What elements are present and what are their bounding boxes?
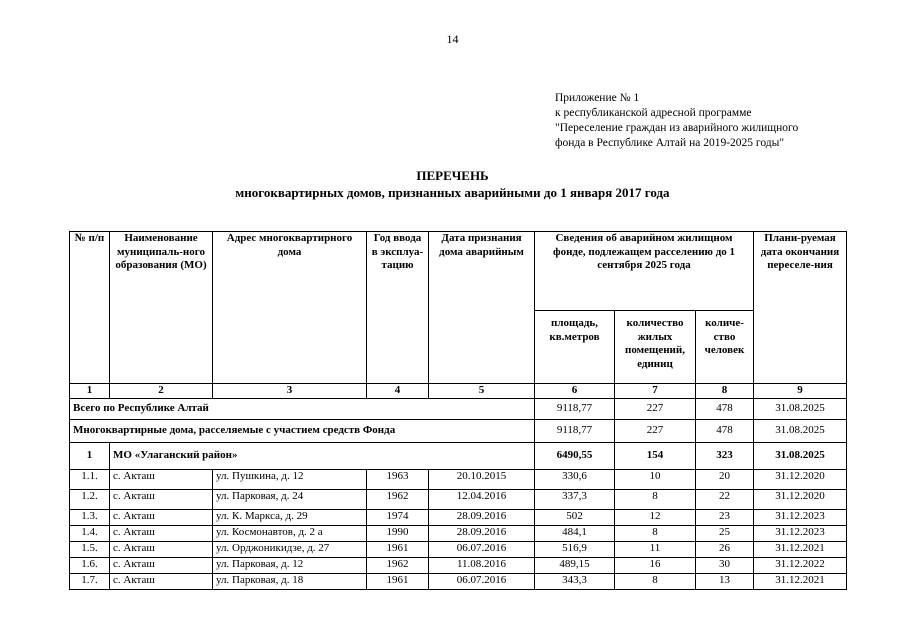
column-number: 7 [615,384,696,399]
row-address: ул. Пушкина, д. 12 [213,469,367,489]
row-date: 06.07.2016 [429,573,535,589]
title-subtitle: многоквартирных домов, признанных аварийными до 1 января 2017 года [235,185,670,200]
row-num: 1.2. [70,489,110,509]
fund-area: 9118,77 [535,419,615,442]
header-people: количе-ство человек [696,311,754,384]
row-rooms: 12 [615,509,696,525]
row-area: 343,3 [535,573,615,589]
buildings-table [69,231,847,590]
row-date: 11.08.2016 [429,557,535,573]
column-number: 2 [110,384,213,399]
row-people: 20 [696,469,754,489]
header-municipality: Наименование муниципаль-ного образования (МО) [110,232,213,384]
header-num: № п/п [70,232,110,384]
header-row [70,232,847,311]
row-rooms: 8 [615,489,696,509]
header-info: Сведения об аварийном жилищном фонде, подлежащем расселению до 1 сентября 2025 года [535,232,754,311]
header-date: Дата признания дома аварийным [429,232,535,384]
row-rooms: 16 [615,557,696,573]
table-row [70,469,847,489]
total-date: 31.08.2025 [754,398,847,419]
row-people: 23 [696,509,754,525]
row-village: с. Акташ [110,469,213,489]
total-area: 9118,77 [535,398,615,419]
municipality-row [70,442,847,469]
row-date: 28.09.2016 [429,509,535,525]
table-row [70,509,847,525]
appendix-line: "Переселение граждан из аварийного жилищного [555,122,799,134]
table-row [70,541,847,557]
row-end-date: 31.12.2023 [754,525,847,541]
appendix-line: Приложение № 1 [555,92,640,104]
table-row [70,557,847,573]
row-address: ул. Космонавтов, д. 2 а [213,525,367,541]
row-village: с. Акташ [110,573,213,589]
row-date: 20.10.2015 [429,469,535,489]
table-row [70,573,847,589]
row-people: 30 [696,557,754,573]
header-year: Год ввода в эксплуа-тацию [367,232,429,384]
row-address: ул. Парковая, д. 24 [213,489,367,509]
row-village: с. Акташ [110,557,213,573]
header-planned: Плани-руемая дата окончания переселе-ния [754,232,847,384]
row-area: 330,6 [535,469,615,489]
row-date: 06.07.2016 [429,541,535,557]
municipality-name: МО «Улаганский район» [110,442,535,469]
header-rooms: количество жилых помещений, единиц [615,311,696,384]
row-end-date: 31.12.2023 [754,509,847,525]
row-date: 28.09.2016 [429,525,535,541]
row-rooms: 8 [615,525,696,541]
table-row [70,489,847,509]
fund-label: Многоквартирные дома, расселяемые с участием средств Фонда [70,419,535,442]
row-area: 489,15 [535,557,615,573]
row-num: 1.1. [70,469,110,489]
table-row [70,525,847,541]
municipality-rooms: 154 [615,442,696,469]
row-area: 484,1 [535,525,615,541]
row-num: 1.6. [70,557,110,573]
row-date: 12.04.2016 [429,489,535,509]
row-end-date: 31.12.2020 [754,469,847,489]
column-number: 5 [429,384,535,399]
row-rooms: 11 [615,541,696,557]
fund-rooms: 227 [615,419,696,442]
row-num: 1.4. [70,525,110,541]
total-label: Всего по Республике Алтай [70,398,535,419]
row-year: 1962 [367,557,429,573]
municipality-people: 323 [696,442,754,469]
total-rooms: 227 [615,398,696,419]
fund-row [70,419,847,442]
row-address: ул. Парковая, д. 12 [213,557,367,573]
appendix-line: к республиканской адресной программе [555,107,752,119]
fund-people: 478 [696,419,754,442]
municipality-date: 31.08.2025 [754,442,847,469]
row-end-date: 31.12.2022 [754,557,847,573]
row-year: 1962 [367,489,429,509]
header-address: Адрес многоквартирного дома [213,232,367,384]
column-number: 1 [70,384,110,399]
municipality-area: 6490,55 [535,442,615,469]
total-people: 478 [696,398,754,419]
column-number: 9 [754,384,847,399]
page-number: 14 [446,32,459,46]
row-address: ул. Парковая, д. 18 [213,573,367,589]
row-year: 1961 [367,541,429,557]
row-village: с. Акташ [110,489,213,509]
document-title [0,167,905,201]
column-number: 4 [367,384,429,399]
row-people: 22 [696,489,754,509]
row-year: 1990 [367,525,429,541]
appendix-note [555,91,798,151]
row-num: 1.3. [70,509,110,525]
title-heading: ПЕРЕЧЕНЬ [416,168,489,183]
row-year: 1963 [367,469,429,489]
row-village: с. Акташ [110,541,213,557]
total-row [70,398,847,419]
row-end-date: 31.12.2021 [754,573,847,589]
row-people: 13 [696,573,754,589]
appendix-line: фонда в Республике Алтай на 2019-2025 годы" [555,137,785,149]
row-people: 26 [696,541,754,557]
row-end-date: 31.12.2021 [754,541,847,557]
row-rooms: 8 [615,573,696,589]
row-village: с. Акташ [110,509,213,525]
column-number: 6 [535,384,615,399]
column-number: 8 [696,384,754,399]
row-address: ул. Орджоникидзе, д. 27 [213,541,367,557]
row-year: 1974 [367,509,429,525]
row-village: с. Акташ [110,525,213,541]
row-num: 1.5. [70,541,110,557]
row-people: 25 [696,525,754,541]
row-end-date: 31.12.2020 [754,489,847,509]
column-number: 3 [213,384,367,399]
row-area: 337,3 [535,489,615,509]
row-num: 1.7. [70,573,110,589]
column-number-row [70,384,847,399]
fund-date: 31.08.2025 [754,419,847,442]
municipality-num: 1 [70,442,110,469]
row-address: ул. К. Маркса, д. 29 [213,509,367,525]
header-area: площадь, кв.метров [535,311,615,384]
row-area: 516,9 [535,541,615,557]
row-area: 502 [535,509,615,525]
row-year: 1961 [367,573,429,589]
row-rooms: 10 [615,469,696,489]
